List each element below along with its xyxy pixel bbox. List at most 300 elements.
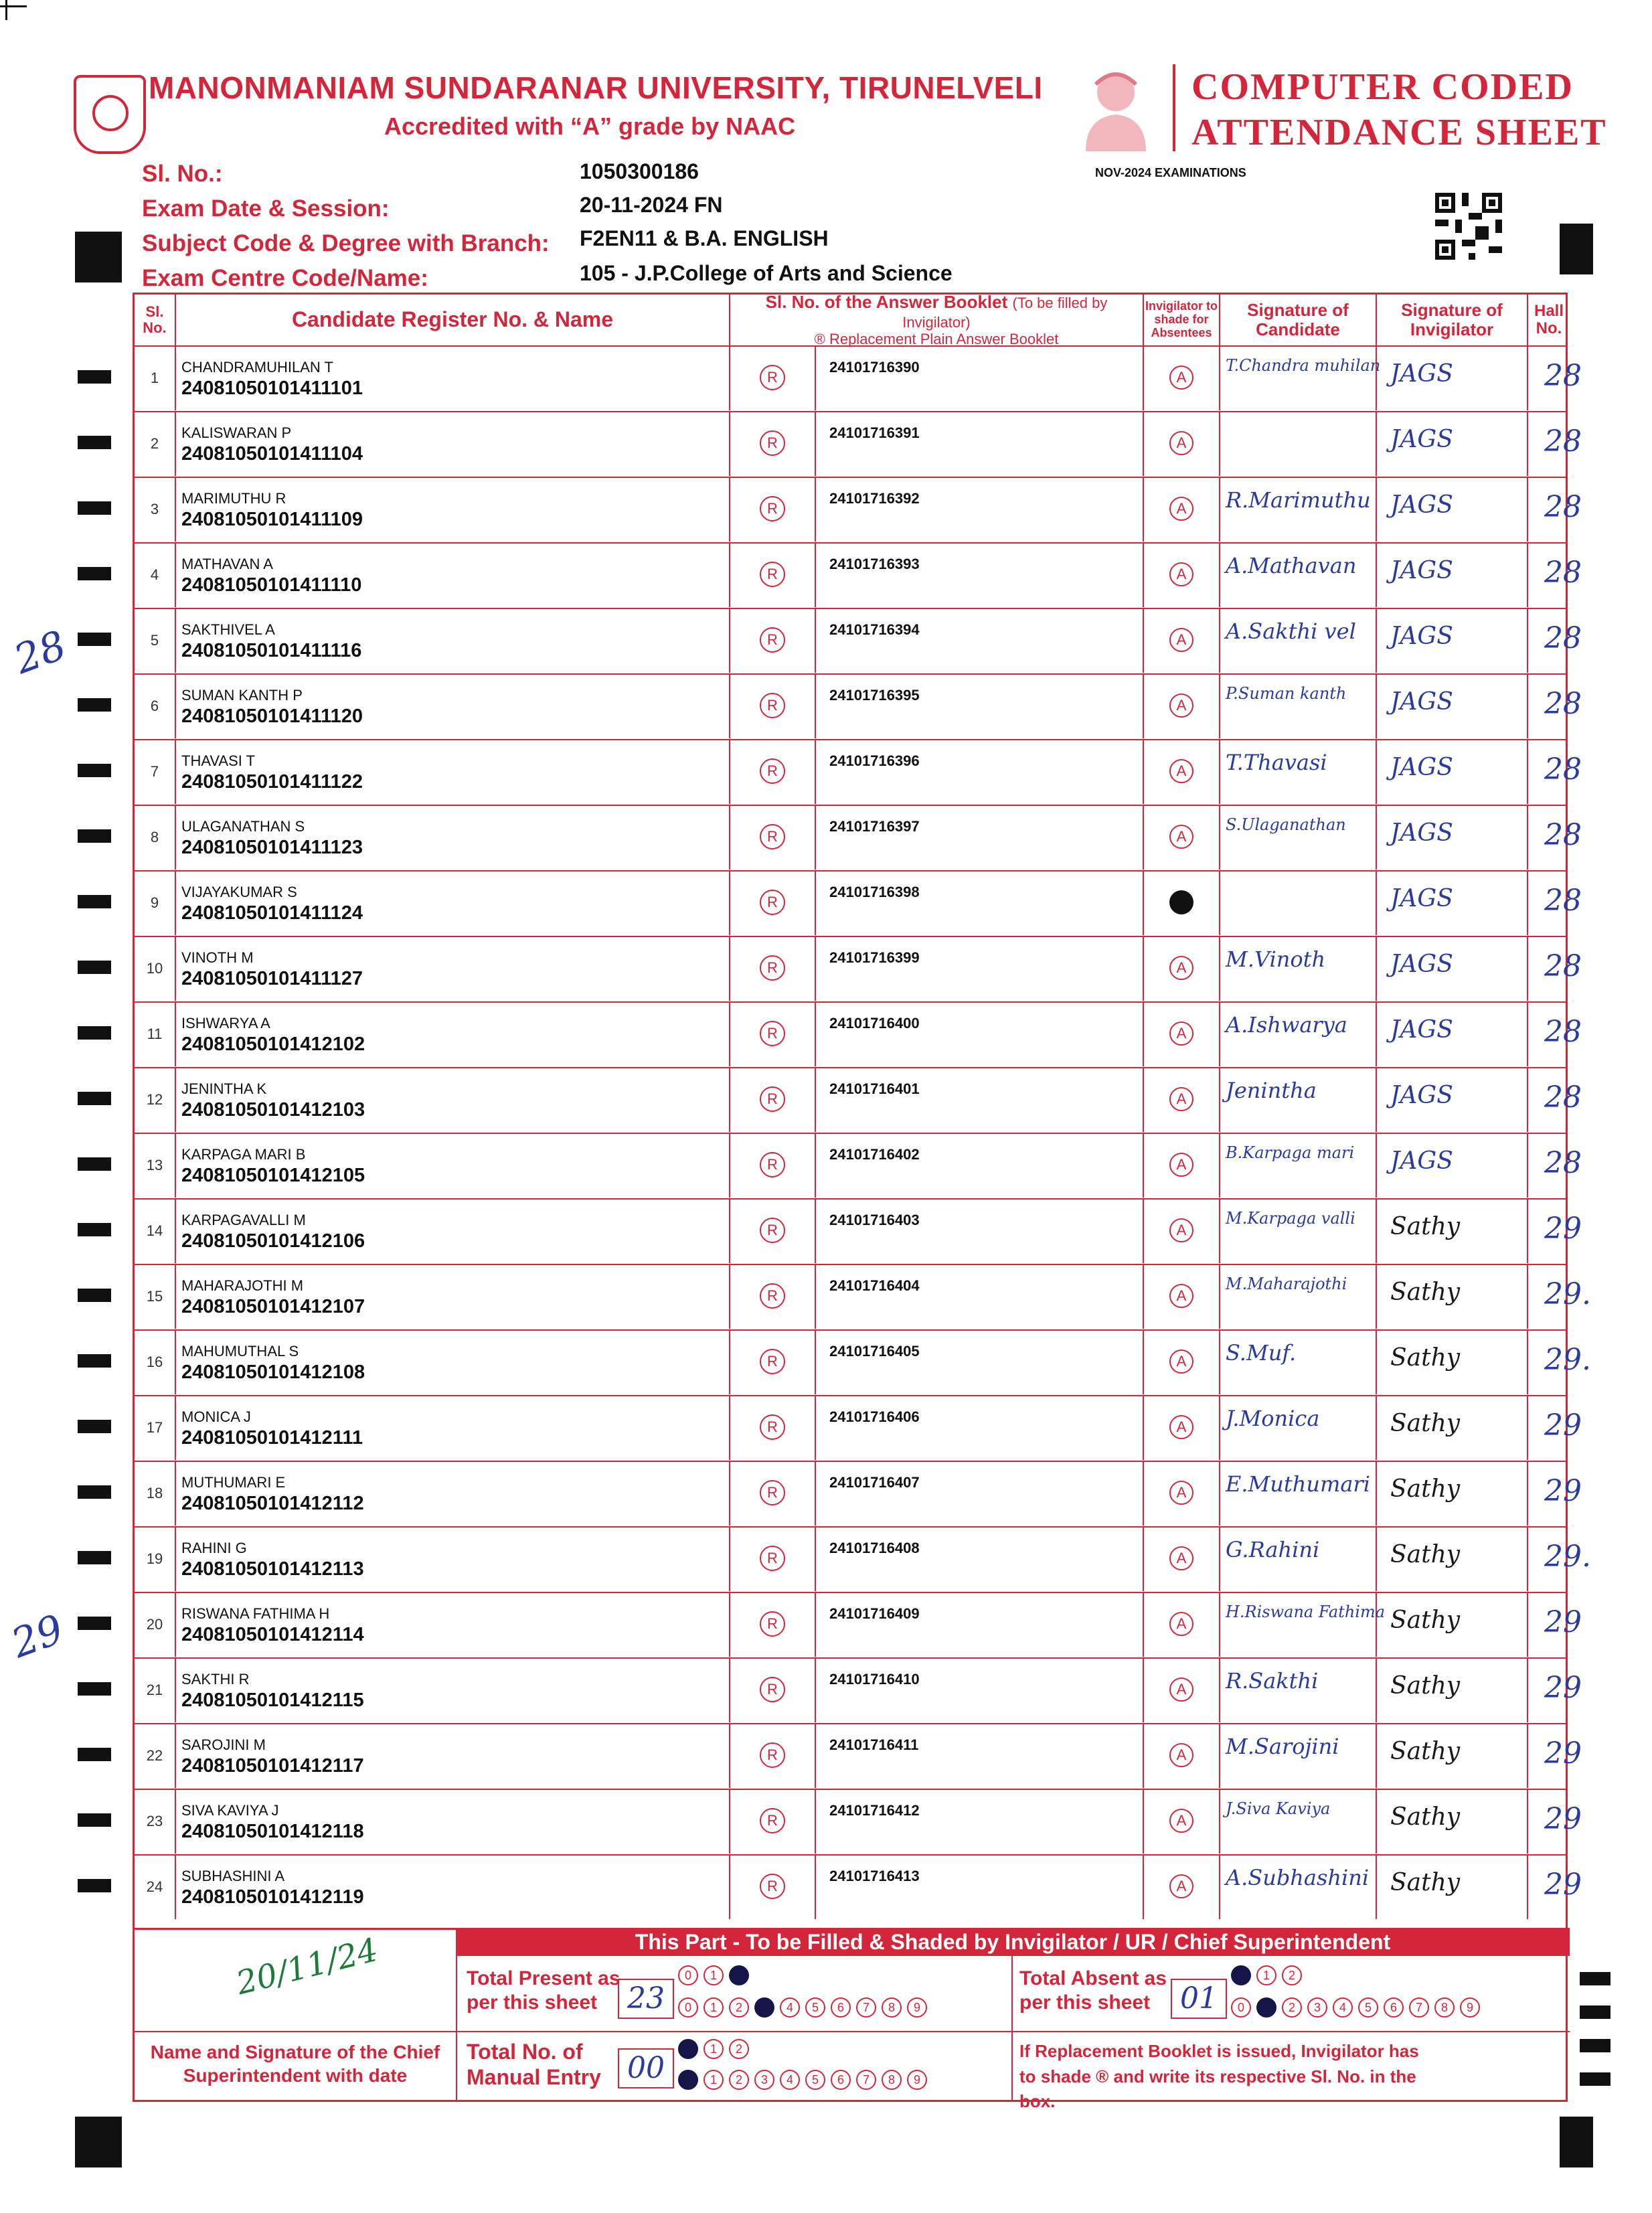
qr-code [1435,193,1502,260]
hall-number: 29 [1544,1474,1582,1508]
invigilator-signature: Sathy [1390,1869,1461,1896]
absentee-bubble[interactable]: A [1169,825,1193,849]
candidate-signature-cell [1220,872,1377,935]
row-sl-no: 11 [147,1026,163,1042]
sl-cell [135,1003,176,1066]
timing-block [1560,2117,1593,2167]
invigilator-signature-cell [1377,347,1528,410]
invigilator-signature: Sathy [1390,1279,1461,1306]
absentee-cell [1144,937,1220,1001]
sl-cell [135,1200,176,1263]
hall-cell [1528,544,1582,607]
invigilator-signature: Sathy [1390,1672,1461,1700]
accreditation: Accredited with “A” grade by NAAC [384,112,796,140]
timing-block [1560,224,1593,274]
university-name: MANONMANIAM SUNDARANAR UNIVERSITY, TIRUNELVELI [149,70,1043,105]
replacement-bubble[interactable]: R [760,1742,785,1768]
booklet-number: 24101716410 [829,1671,920,1688]
row-sl-no: 17 [146,1419,163,1436]
candidate-cell [176,806,730,870]
row-sl-no: 7 [150,763,159,780]
timing-block [1580,2072,1610,2086]
candidate-name: KARPAGAVALLI M [181,1212,306,1228]
register-number: 24081050101411104 [181,443,363,465]
sl-cell [135,609,176,673]
candidate-signature-cell [1220,347,1381,410]
absentee-bubble[interactable]: A [1169,365,1193,390]
candidate-name: KALISWARAN P [181,424,292,441]
row-sl-no: 10 [146,960,163,977]
candidate-signature-cell [1220,1265,1377,1329]
candidate-signature-cell [1220,478,1377,542]
sl-cell [135,1331,176,1394]
present-units-bubbles[interactable]: 0 1 2 3 4 5 6 7 8 9 [678,1997,932,2018]
absentee-cell [1144,1790,1220,1854]
hall-cell [1528,1331,1591,1394]
replacement-cell [730,1134,816,1198]
hall-cell [1528,1659,1582,1722]
candidate-signature: E.Muthumari [1226,1471,1370,1497]
candidate-cell [176,1659,730,1722]
register-number: 24081050101412119 [181,1886,364,1908]
absentee-bubble[interactable]: A [1169,1218,1193,1242]
hall-cell [1528,1724,1582,1788]
hall-cell [1528,872,1582,935]
invigilator-signature-cell [1377,1068,1528,1132]
hall-cell [1528,675,1582,738]
absentee-cell [1144,544,1220,607]
hall-cell [1528,1265,1591,1329]
candidate-cell [176,1331,730,1394]
replacement-bubble[interactable]: R [760,955,785,981]
replacement-bubble[interactable]: R [760,1874,785,1899]
invigilator-signature-cell [1377,740,1528,804]
register-number: 24081050101411109 [181,509,363,530]
candidate-name: MONICA J [181,1408,251,1425]
absentee-bubble[interactable]: A [1169,693,1193,718]
candidate-signature-cell [1220,937,1377,1001]
hall-number: 28 [1544,1015,1582,1049]
absentee-bubble[interactable]: A [1169,1087,1193,1111]
candidate-cell [176,1856,730,1919]
sl-no-label: Sl. No.: [142,161,223,187]
total-absent-label: Total Absent as per this sheet [1019,1967,1167,2014]
candidate-signature-cell [1220,1856,1377,1919]
sl-cell [135,1724,176,1788]
absentee-bubble[interactable]: A [1169,1284,1193,1308]
booklet-number: 24101716412 [829,1802,920,1819]
header-hall: Hall No. [1534,301,1564,337]
invigilator-signature: Sathy [1390,1410,1461,1437]
register-number: 24081050101412114 [181,1624,364,1645]
hall-number: 28 [1544,818,1582,852]
replacement-bubble[interactable]: R [760,1480,785,1505]
candidate-cell [176,1200,730,1263]
absentee-bubble[interactable]: A [1169,497,1193,521]
chief-superintendent-signature: 20/11/24 [232,1931,382,2003]
candidate-name: SAROJINI M [181,1736,266,1753]
candidate-signature-cell [1220,1331,1377,1394]
invigilator-signature: Sathy [1390,1607,1461,1634]
candidate-signature: M.Sarojini [1226,1734,1339,1759]
absentee-cell [1144,1724,1220,1788]
replacement-cell [730,1331,816,1394]
hall-cell [1528,1462,1582,1526]
invigilator-signature-cell [1377,478,1528,542]
header-absentee: Invigilator to shade for Absentees [1144,295,1220,345]
candidate-signature-cell [1220,412,1377,476]
replacement-bubble[interactable]: R [760,430,785,456]
replacement-bubble[interactable]: R [760,496,785,521]
replacement-cell [730,806,816,870]
invigilator-signature: JAGS [1390,557,1453,584]
absentee-bubble[interactable]: A [1169,759,1193,783]
absentee-cell [1144,1528,1220,1591]
candidate-signature: R.Sakthi [1226,1668,1319,1694]
replacement-cell [730,412,816,476]
booklet-cell [816,1134,1144,1198]
register-number: 24081050101412112 [181,1493,364,1514]
candidate-signature-cell [1220,1200,1377,1263]
register-number: 24081050101412113 [181,1558,364,1580]
absentee-bubble[interactable]: A [1169,1677,1193,1702]
hall-number: 29 [1544,1605,1582,1639]
absentee-bubble[interactable]: A [1169,1349,1193,1374]
invigilator-signature-cell [1377,609,1528,673]
invigilator-signature-cell [1377,1593,1528,1657]
table-row [135,1854,1582,1919]
absentee-cell [1144,740,1220,804]
invigilator-section [133,1928,1568,2112]
header-booklet-note: (To be filled by Invigilator) [902,295,1108,331]
hall-number: 29. [1544,1343,1591,1377]
booklet-cell [816,347,1144,410]
absentee-bubble[interactable]: A [1169,1153,1193,1177]
register-number: 24081050101412117 [181,1755,364,1777]
hall-cell [1528,1068,1582,1132]
register-number: 24081050101412108 [181,1362,365,1383]
candidate-signature-cell [1220,1396,1377,1460]
candidate-signature-cell [1220,1134,1377,1198]
booklet-number: 24101716391 [829,424,920,441]
hall-cell [1528,1396,1582,1460]
invigilator-signature-cell [1377,1396,1528,1460]
header-invigilator-signature: Signature of Invigilator [1377,295,1528,345]
manual-units-bubbles[interactable]: 0 1 2 3 4 5 6 7 8 9 [678,2070,932,2090]
invigilator-signature: JAGS [1390,951,1453,978]
booklet-number: 24101716411 [829,1736,919,1753]
sl-cell [135,412,176,476]
timing-mark [78,698,111,712]
candidate-signature: P.Suman kanth [1226,684,1347,703]
header-booklet: Sl. No. of the Answer Booklet (To be filled by Invigilator) ® Replacement Plain Answer Booklet [730,295,1144,345]
replacement-bubble[interactable]: R [760,824,785,849]
registration-mark [0,5,27,7]
invigilator-signature-cell [1377,675,1528,738]
absentee-bubble[interactable]: A [1169,1021,1193,1046]
timing-mark [78,1813,111,1827]
absentee-bubble[interactable]: A [1169,1481,1193,1505]
booklet-number: 24101716394 [829,621,920,638]
hall-cell [1528,937,1582,1001]
register-number: 24081050101411122 [181,771,363,793]
invigilator-signature: JAGS [1390,688,1453,716]
hall-number: 28 [1544,490,1582,524]
absentee-cell [1144,1331,1220,1394]
hall-number: 28 [1544,1146,1582,1180]
booklet-cell [816,1724,1144,1788]
replacement-bubble[interactable]: R [760,562,785,587]
hall-cell [1528,412,1582,476]
replacement-bubble[interactable]: R [760,1086,785,1112]
register-number: 24081050101412118 [181,1821,364,1842]
replacement-bubble[interactable]: R [760,1218,785,1243]
invigilator-signature-cell [1377,1856,1528,1919]
register-number: 24081050101412102 [181,1034,365,1055]
absentee-bubble[interactable]: A [1169,1874,1193,1898]
absentee-cell [1144,478,1220,542]
total-absent-box[interactable]: 01 [1171,1979,1227,2019]
replacement-bubble[interactable]: R [760,1283,785,1309]
hall-cell [1528,740,1582,804]
replacement-bubble[interactable]: R [760,1611,785,1637]
absentee-bubble[interactable]: A [1169,628,1193,652]
row-sl-no: 18 [146,1485,163,1501]
invigilator-signature: JAGS [1390,819,1453,847]
candidate-signature: A.Ishwarya [1226,1012,1347,1038]
margin-note-hall-28: 28 [8,622,73,683]
sl-cell [135,937,176,1001]
absentee-cell [1144,609,1220,673]
candidate-signature: T.Chandra muhilan [1226,356,1381,375]
row-sl-no: 15 [146,1288,163,1305]
replacement-cell [730,937,816,1001]
hall-cell [1528,1003,1582,1066]
absent-tens-bubbles[interactable]: 0 1 2 [1231,1965,1307,1985]
hall-number: 28 [1544,556,1582,590]
candidate-signature-cell [1220,1462,1377,1526]
replacement-bubble[interactable]: R [760,1152,785,1177]
candidate-cell [176,1790,730,1854]
absentee-cell [1144,347,1220,410]
present-tens-bubbles[interactable]: 0 1 2 [678,1965,754,1985]
booklet-number: 24101716402 [829,1146,920,1163]
replacement-bubble[interactable]: R [760,1349,785,1374]
candidate-signature-cell [1220,1528,1377,1591]
candidate-name: JENINTHA K [181,1080,267,1097]
replacement-cell [730,1462,816,1526]
row-sl-no: 14 [146,1222,163,1239]
timing-mark [78,1223,111,1236]
timing-mark [78,895,111,908]
candidate-cell [176,1724,730,1788]
candidate-cell [176,872,730,935]
replacement-cell [730,544,816,607]
invigilator-signature-cell [1377,806,1528,870]
row-sl-no: 8 [150,829,159,845]
register-number: 24081050101411120 [181,706,363,727]
candidate-cell [176,1265,730,1329]
table-row [135,1789,1582,1854]
invigilator-signature: JAGS [1390,754,1453,781]
row-sl-no: 24 [146,1878,163,1895]
booklet-cell [816,1528,1144,1591]
table-row [135,1329,1591,1394]
candidate-cell [176,544,730,607]
absentee-bubble[interactable]: A [1169,1743,1193,1767]
booklet-cell [816,412,1144,476]
absentee-cell [1144,806,1220,870]
booklet-number: 24101716397 [829,818,920,835]
table-row [135,805,1582,870]
booklet-cell [816,544,1144,607]
replacement-cell [730,1593,816,1657]
register-number: 24081050101411127 [181,968,363,989]
registration-mark [5,0,7,20]
candidate-cell [176,1593,730,1657]
invigilator-signature-cell [1377,1331,1528,1394]
candidate-cell [176,478,730,542]
table-row [135,739,1582,804]
register-number: 24081050101411101 [181,378,363,399]
absentee-bubble[interactable]: A [1169,956,1193,980]
register-number: 24081050101412107 [181,1296,365,1317]
absentee-bubble[interactable]: A [1169,1546,1193,1570]
replacement-bubble[interactable]: R [760,1677,785,1702]
absentee-bubble[interactable]: A [1169,562,1193,586]
timing-mark [78,501,111,515]
row-sl-no: 13 [146,1157,163,1173]
hall-cell [1528,1856,1582,1919]
sl-no-value: 1050300186 [580,159,699,183]
replacement-bubble[interactable]: R [760,1808,785,1833]
candidate-name: MUTHUMARI E [181,1474,286,1491]
attendance-table [133,292,1591,1930]
replacement-bubble[interactable]: R [760,693,785,718]
register-number: 24081050101412111 [181,1427,363,1449]
booklet-number: 24101716404 [829,1277,920,1294]
candidate-signature: B.Karpaga mari [1226,1143,1355,1162]
timing-mark [78,633,111,646]
replacement-bubble[interactable]: R [760,1546,785,1571]
candidate-cell [176,347,730,410]
candidate-name: SUMAN KANTH P [181,687,303,704]
absentee-bubble[interactable]: A [1169,431,1193,455]
absentee-bubble[interactable]: A [1169,1809,1193,1833]
replacement-bubble[interactable]: R [760,1414,785,1440]
booklet-number: 24101716395 [829,687,920,704]
row-sl-no: 20 [146,1616,163,1633]
candidate-name: SAKTHI R [181,1671,250,1688]
absentee-bubble[interactable]: A [1169,890,1193,914]
invigilator-signature-cell [1377,1724,1528,1788]
sl-cell [135,1134,176,1198]
row-sl-no: 4 [150,566,159,583]
candidate-name: SUBHASHINI A [181,1868,285,1884]
hall-number: 28 [1544,752,1582,787]
absentee-cell [1144,1003,1220,1066]
sheet-title-line2: ATTENDANCE SHEET [1191,112,1607,153]
invigilator-signature-cell [1377,937,1528,1001]
hall-number: 29 [1544,1802,1582,1836]
manual-entry-box[interactable]: 00 [618,2048,674,2088]
booklet-number: 24101716399 [829,949,920,966]
row-sl-no: 23 [146,1813,163,1829]
candidate-cell [176,1068,730,1132]
replacement-cell [730,1528,816,1591]
candidate-signature-cell [1220,609,1377,673]
timing-block [75,232,122,282]
row-sl-no: 19 [146,1550,163,1567]
candidate-signature: M.Maharajothi [1226,1275,1347,1293]
sl-cell [135,1528,176,1591]
table-row [135,1133,1582,1198]
manual-entry-label: Total No. of Manual Entry [467,2040,601,2090]
absent-units-bubbles[interactable]: 0 1 2 3 4 5 6 7 8 9 [1231,1997,1485,2018]
timing-mark [78,1485,111,1499]
candidate-signature: S.Ulaganathan [1226,815,1346,834]
invigilator-signature: JAGS [1390,360,1453,388]
absentee-bubble[interactable]: A [1169,1415,1193,1439]
invigilator-signature-cell [1377,872,1528,935]
replacement-bubble[interactable]: R [760,1021,785,1046]
sl-cell [135,544,176,607]
absentee-cell [1144,675,1220,738]
invigilator-signature: Sathy [1390,1541,1461,1568]
timing-mark [78,370,111,384]
candidate-signature-cell [1220,1068,1377,1132]
table-row [135,1461,1582,1526]
margin-note-hall-29: 29 [5,1606,70,1667]
invigilator-signature-cell [1377,1200,1528,1263]
hall-number: 28 [1544,687,1582,721]
register-number: 24081050101411110 [181,574,362,596]
header-replacement: Replacement Plain Answer Booklet [829,330,1059,347]
candidate-signature-cell [1220,675,1377,738]
absentee-bubble[interactable]: A [1169,1612,1193,1636]
candidate-cell [176,1003,730,1066]
booklet-cell [816,1790,1144,1854]
sl-cell [135,1659,176,1722]
table-row [135,608,1582,673]
replacement-bubble[interactable]: R [760,758,785,784]
total-present-box[interactable]: 23 [618,1979,674,2019]
booklet-cell [816,1331,1144,1394]
hall-number: 29 [1544,1671,1582,1705]
sl-cell [135,740,176,804]
manual-tens-bubbles[interactable]: 0 1 2 [678,2039,754,2059]
invigilator-signature-cell [1377,1659,1528,1722]
timing-mark [78,567,111,580]
absentee-cell [1144,1462,1220,1526]
replacement-bubble[interactable]: R [760,627,785,653]
replacement-bubble[interactable]: R [760,365,785,390]
candidate-signature: A.Mathavan [1226,553,1357,578]
title-divider [1173,64,1175,151]
table-row [135,1001,1582,1066]
subject-label: Subject Code & Degree with Branch: [142,230,550,256]
replacement-bubble[interactable]: R [760,890,785,915]
hall-cell [1528,1134,1582,1198]
booklet-cell [816,1462,1144,1526]
chief-superintendent-label: Name and Signature of the Chief Superintendent with date [150,2042,440,2086]
timing-block [75,2117,122,2167]
replacement-cell [730,1659,816,1722]
booklet-number: 24101716393 [829,556,920,572]
total-present-label: Total Present as per this sheet [467,1967,621,2014]
register-number: 24081050101412106 [181,1230,365,1252]
timing-mark [78,436,111,449]
